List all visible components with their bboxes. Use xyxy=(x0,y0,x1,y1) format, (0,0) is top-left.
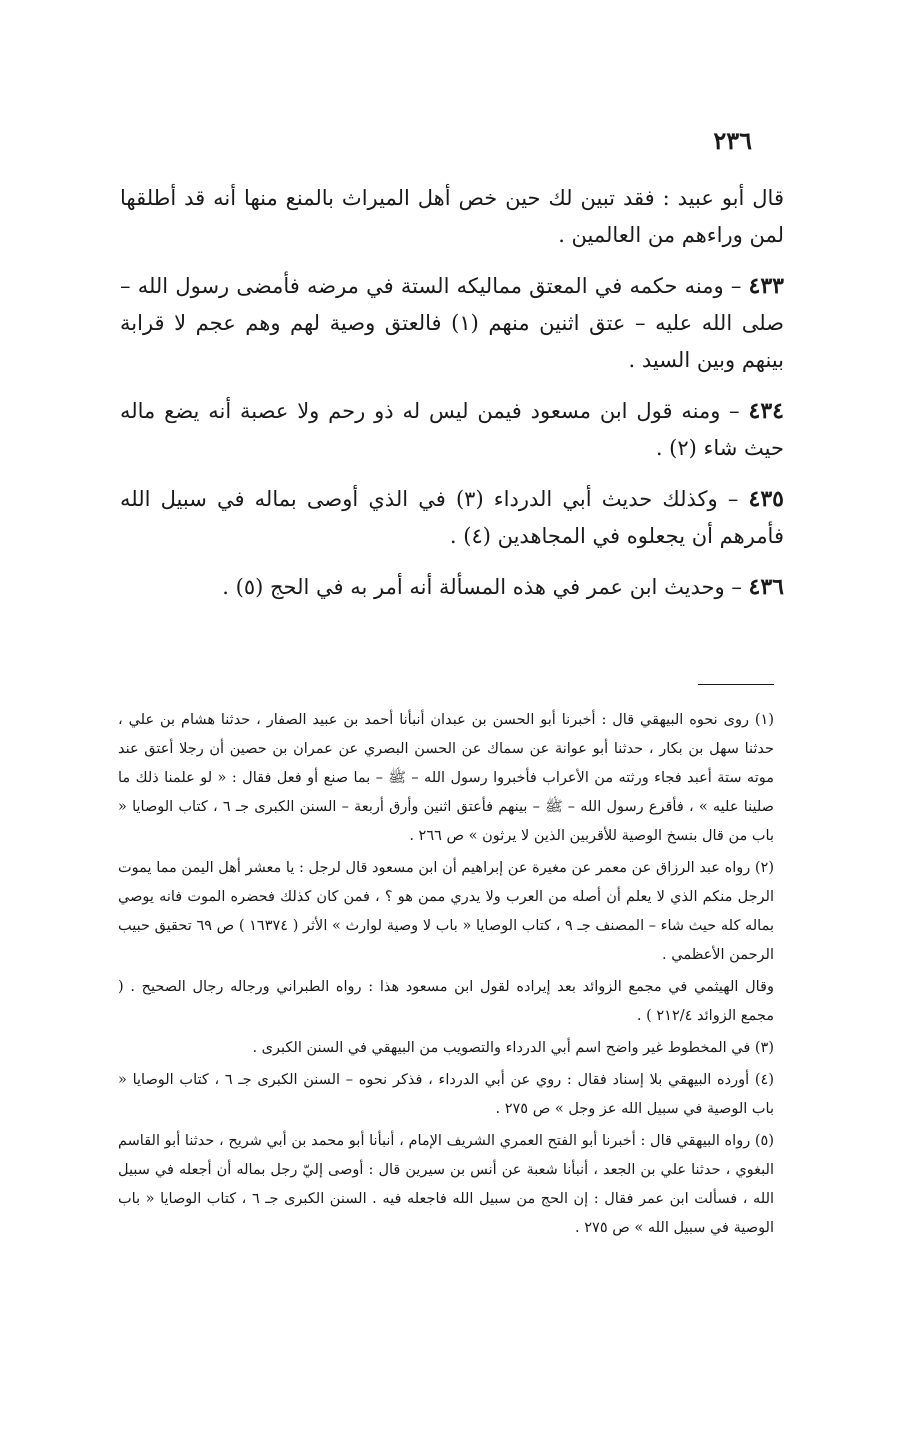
footnotes xyxy=(118,706,774,1246)
paragraph-436 xyxy=(120,569,784,606)
paragraph-number: ٤٣٤ xyxy=(748,398,784,424)
intro-paragraph: قال أبو عبيد : فقد تبين لك حين خص أهل الميراث بالمنع منها أنه قد أطلقها لمن وراءهم من العالمين . xyxy=(120,186,784,247)
footnote-5: (٥) رواه البيهقي قال : أخبرنا أبو الفتح العمري الشريف الإمام ، أنبأنا أبو محمد بن أبي شريح ، حدثنا أبو القاسم البغوي ، حدثنا علي بن الجعد ، أنبأنا شعبة عن أنس بن سيرين قال : أوصى إليّ رجل بماله أن أجعله في سبيل الله ، فسألت ابن عمر فقال : إن الحج من سبيل الله فاجعله فيه . السنن الكبرى جـ ٦ ، كتاب الوصايا « باب الوصية في سبيل الله » ص ٢٧٥ . xyxy=(118,1133,775,1236)
paragraph-number: ٤٣٣ xyxy=(748,273,784,299)
footnote-2: (٢) رواه عبد الرزاق عن معمر عن مغيرة عن إبراهيم أن ابن مسعود قال لرجل : يا معشر أهل اليمن مما يموت الرجل منكم الذي لا يعلم أن أصله من العرب ولا يدري ممن هو ؟ ، فمن كان كذلك فحضره الموت فانه يوصي بماله كله حيث شاء – المصنف جـ ٩ ، كتاب الوصايا « باب لا وصية لوارث » الأثر ( ١٦٣٧٤ ) ص ٦٩ تحقيق حبيب الرحمن الأعظمي . xyxy=(118,860,775,963)
main-text xyxy=(120,180,784,620)
paragraph-433 xyxy=(120,268,784,379)
paragraph-435 xyxy=(120,481,784,555)
footnote-3: (٣) في المخطوط غير واضح اسم أبي الدرداء والتصويب من البيهقي في السنن الكبرى . xyxy=(252,1040,774,1056)
footnote-2-continuation: وقال الهيثمي في مجمع الزوائد بعد إيراده لقول ابن مسعود هذا : رواه الطبراني ورجاله رجال الصحيح . ( مجمع الزوائد ٢١٢/٤ ) . xyxy=(118,979,774,1024)
footnote-1: (١) روى نحوه البيهقي قال : أخبرنا أبو الحسن بن عبدان أنبأنا أحمد بن عبيد الصفار ، حدثنا هشام بن علي ، حدثنا سهل بن بكار ، حدثنا أبو عوانة عن سماك عن الحسن البصري عن عمران بن حصين أن رجلا أعتق عند موته ستة أعبد فجاء ورثته من الأعراب فأخبروا رسول الله – ﷺ – بما صنع أو فعل فقال : « لو علمنا ذلك ما صلينا عليه » ، فأقرع رسول الله – ﷺ – بينهم فأعتق اثنين وأرق أربعة – السنن الكبرى جـ ٦ ، كتاب الوصايا « باب من قال بنسخ الوصية للأقربين الذين لا يرثون » ص ٢٦٦ . xyxy=(118,712,774,844)
paragraph-text: – وحديث ابن عمر في هذه المسألة أنه أمر به في الحج (٥) . xyxy=(222,575,749,599)
paragraph-text: – ومنه قول ابن مسعود فيمن ليس له ذو رحم ولا عصبة أنه يضع ماله حيث شاء (٢) . xyxy=(120,399,784,460)
paragraph-text: – وكذلك حديث أبي الدرداء (٣) في الذي أوصى بماله في سبيل الله فأمرهم أن يجعلوه في المجاهدين (٤) . xyxy=(120,487,784,548)
footnote-divider xyxy=(698,684,774,685)
footnote-4: (٤) أورده البيهقي بلا إسناد فقال : روي عن أبي الدرداء ، فذكر نحوه – السنن الكبرى جـ ٦ ، كتاب الوصايا « باب الوصية في سبيل الله عز وجل » ص ٢٧٥ . xyxy=(118,1072,774,1117)
paragraph-434 xyxy=(120,393,784,467)
page-number: ٢٣٦ xyxy=(713,126,752,155)
paragraph-number: ٤٣٦ xyxy=(748,574,784,600)
paragraph-text: – ومنه حكمه في المعتق مماليكه الستة في مرضه فأمضى رسول الله – صلى الله عليه – عتق اثنين منهم (١) فالعتق وصية لهم وهم عجم لا قرابة بينهم وبين السيد . xyxy=(120,274,784,372)
paragraph-number: ٤٣٥ xyxy=(748,486,784,512)
